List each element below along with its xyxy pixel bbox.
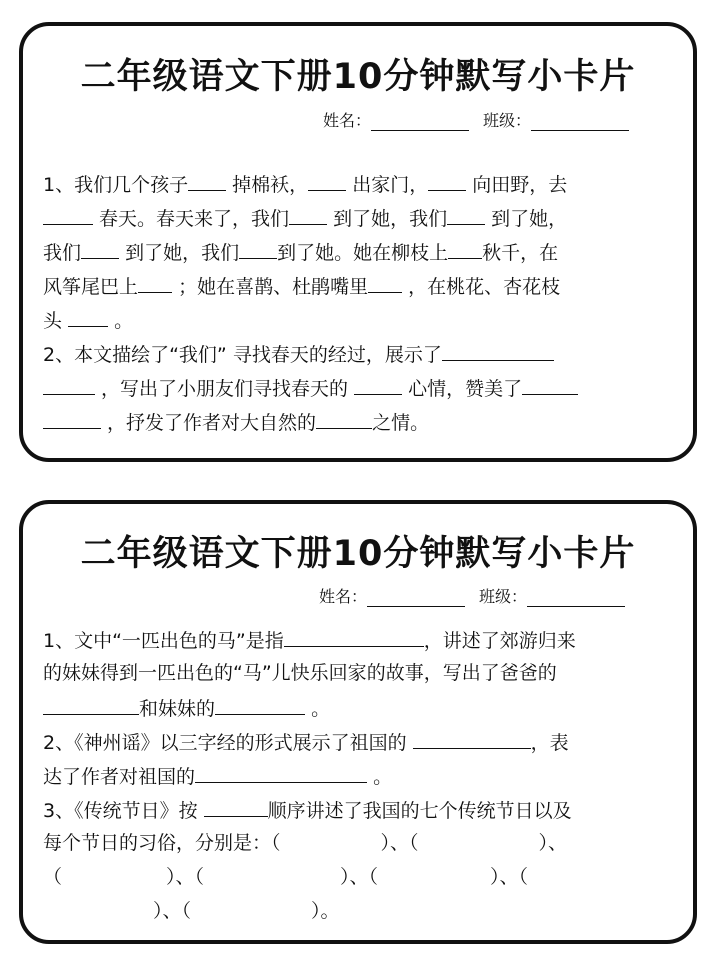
card-title: 二年级语文下册10分钟默写小卡片 bbox=[80, 534, 636, 574]
fill-blank[interactable] bbox=[413, 724, 531, 749]
text-segment: 。 bbox=[114, 310, 134, 332]
text-segment: 之情。 bbox=[372, 412, 430, 434]
text-segment: （ bbox=[43, 866, 63, 888]
text-line bbox=[43, 336, 675, 370]
text-segment: ）、 bbox=[538, 832, 568, 854]
text-line bbox=[43, 200, 675, 234]
question-text bbox=[43, 622, 675, 928]
text-segment: 3、《传统节日》按 bbox=[43, 800, 198, 822]
text-line bbox=[43, 370, 675, 404]
student-info bbox=[323, 108, 629, 131]
text-segment: 掉棉袄， bbox=[232, 174, 309, 196]
text-segment: 春天。春天来了，我们 bbox=[99, 208, 290, 230]
dictation-card-1 bbox=[19, 22, 697, 462]
text-line bbox=[43, 622, 675, 656]
fill-blank[interactable] bbox=[308, 166, 346, 191]
fill-blank[interactable] bbox=[43, 404, 101, 429]
text-segment: ，写出了小朋友们寻找春天的 bbox=[101, 378, 349, 400]
text-segment: ，抒发了作者对大自然的 bbox=[107, 412, 317, 434]
fill-blank[interactable] bbox=[239, 234, 277, 259]
text-segment: ，表 bbox=[530, 732, 569, 754]
text-segment: 2、《神州谣》以三字经的形式展示了祖国的 bbox=[43, 732, 407, 754]
fill-blank[interactable] bbox=[442, 336, 554, 361]
text-segment: 我们 bbox=[43, 242, 82, 264]
fill-blank[interactable] bbox=[284, 622, 424, 647]
name-blank[interactable] bbox=[367, 588, 465, 607]
text-line bbox=[43, 894, 675, 928]
text-line bbox=[43, 404, 675, 438]
class-label: 班级： bbox=[479, 587, 528, 606]
text-segment: 风筝尾巴上 bbox=[43, 276, 139, 298]
text-segment: ）。 bbox=[311, 900, 340, 922]
text-segment: ）、（ bbox=[490, 866, 529, 888]
class-blank[interactable] bbox=[531, 112, 629, 131]
text-line bbox=[43, 268, 675, 302]
fill-blank[interactable] bbox=[215, 690, 305, 715]
fill-blank[interactable] bbox=[289, 200, 327, 225]
text-segment: 秋千，在 bbox=[482, 242, 559, 264]
text-segment: 。 bbox=[311, 698, 331, 720]
dictation-card-2 bbox=[19, 500, 697, 944]
card-title: 二年级语文下册10分钟默写小卡片 bbox=[80, 57, 636, 97]
name-label: 姓名： bbox=[319, 587, 368, 606]
text-segment: 到了她。她在柳枝上 bbox=[277, 242, 449, 264]
fill-blank[interactable] bbox=[368, 268, 402, 293]
text-line bbox=[43, 758, 675, 792]
text-segment: 向田野，去 bbox=[472, 174, 568, 196]
fill-blank[interactable] bbox=[522, 370, 578, 395]
text-line bbox=[43, 860, 675, 894]
text-segment: 顺序讲述了我国的七个传统节日以及 bbox=[267, 800, 572, 822]
text-segment: ）、（ bbox=[166, 866, 205, 888]
text-segment: 达了作者对祖国的 bbox=[43, 766, 196, 788]
text-segment: ；她在喜鹊、杜鹃嘴里 bbox=[178, 276, 369, 298]
text-segment: 每个节日的习俗，分别是：（ bbox=[43, 832, 281, 854]
text-line bbox=[43, 792, 675, 826]
student-info bbox=[319, 584, 625, 607]
text-segment: 心情，赞美了 bbox=[408, 378, 523, 400]
class-label: 班级： bbox=[483, 111, 532, 130]
text-line bbox=[43, 826, 675, 860]
fill-blank[interactable] bbox=[188, 166, 226, 191]
name-blank[interactable] bbox=[371, 112, 469, 131]
fill-blank[interactable] bbox=[428, 166, 466, 191]
text-line bbox=[43, 302, 675, 336]
text-segment: 。 bbox=[373, 766, 393, 788]
name-label: 姓名： bbox=[323, 111, 372, 130]
text-segment: ）、（ bbox=[380, 832, 419, 854]
text-line bbox=[43, 656, 675, 690]
text-line bbox=[43, 166, 675, 200]
text-segment: 到了她，我们 bbox=[125, 242, 240, 264]
text-line bbox=[43, 724, 675, 758]
text-segment: ）、（ bbox=[153, 900, 192, 922]
text-segment: 1、文中“一匹出色的马”是指 bbox=[43, 630, 284, 652]
fill-blank[interactable] bbox=[316, 404, 372, 429]
text-segment: 1、我们几个孩子 bbox=[43, 174, 189, 196]
class-blank[interactable] bbox=[527, 588, 625, 607]
fill-blank[interactable] bbox=[138, 268, 172, 293]
fill-blank[interactable] bbox=[43, 690, 139, 715]
fill-blank[interactable] bbox=[204, 792, 268, 817]
fill-blank[interactable] bbox=[68, 302, 108, 327]
text-line bbox=[43, 690, 675, 724]
question-text bbox=[43, 166, 675, 438]
fill-blank[interactable] bbox=[447, 200, 485, 225]
text-segment: 和妹妹的 bbox=[139, 698, 216, 720]
fill-blank[interactable] bbox=[43, 200, 93, 225]
text-segment: 到了她， bbox=[491, 208, 568, 230]
fill-blank[interactable] bbox=[354, 370, 402, 395]
text-segment: 头 bbox=[43, 310, 63, 332]
text-segment: ）、（ bbox=[340, 866, 379, 888]
fill-blank[interactable] bbox=[195, 758, 367, 783]
text-segment: 的妹妹得到一匹出色的“马”儿快乐回家的故事，写出了爸爸的 bbox=[43, 662, 557, 684]
text-segment: 出家门， bbox=[352, 174, 429, 196]
fill-blank[interactable] bbox=[448, 234, 482, 259]
text-segment: 2、本文描绘了“我们” 寻找春天的经过，展示了 bbox=[43, 344, 442, 366]
text-segment: 到了她，我们 bbox=[333, 208, 448, 230]
fill-blank[interactable] bbox=[43, 370, 95, 395]
text-segment: ，讲述了郊游归来 bbox=[423, 630, 576, 652]
text-line bbox=[43, 234, 675, 268]
fill-blank[interactable] bbox=[81, 234, 119, 259]
text-segment: ，在桃花、杏花枝 bbox=[408, 276, 561, 298]
